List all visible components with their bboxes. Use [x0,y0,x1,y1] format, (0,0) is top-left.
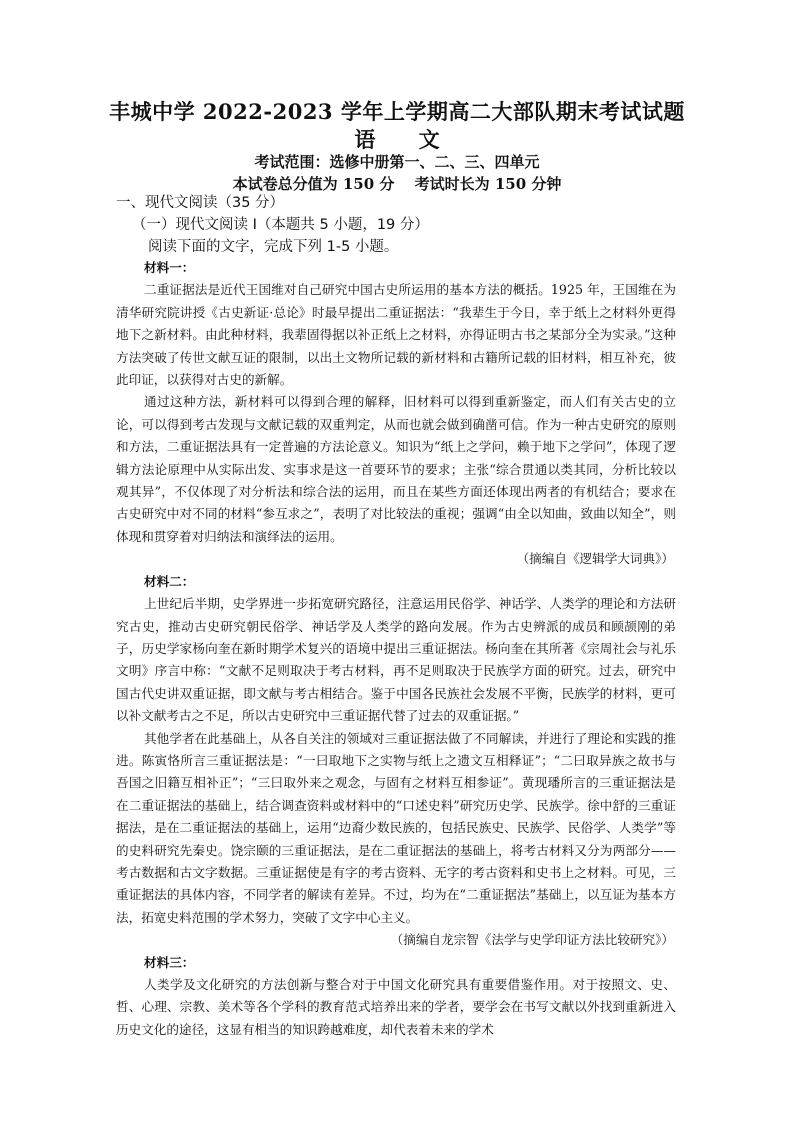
reading-passage [116,257,676,1041]
section-heading: 一、现代文阅读（35 分） [116,195,285,211]
material-3-paragraph: 人类学及文化研究的方法创新与整合对于中国文化研究具有重要借鉴作用。对于按照文、史、哲、心理、宗教、美术等各个学科的教育范式培养出来的学者，要学会在书写文献以外找到重新进入历史文化的途径，这显有相当的知识跨越难度，却代表着未来的学术 [116,977,676,1037]
material-1-label: 材料一： [144,260,195,275]
subsection-heading: （一）现代文阅读 I（本题共 5 小题，19 分） [132,217,429,233]
exam-scope: 考试范围：选修中册第一、二、三、四单元 [254,153,540,171]
reading-instruction: 阅读下面的文字，完成下列 1-5 小题。 [148,239,399,255]
material-2-paragraph: 其他学者在此基础上，从各自关注的领域对三重证据法做了不同解读，并进行了理论和实践的推进。陈寅恪所言三重证据法是：“一曰取地下之实物与纸上之遗文互相释证”；“二曰取异族之故书与吾国之旧籍互相补正”；“三曰取外来之观念，与固有之材料互相参证”。黄现璠所言的三重证据法是在二重证据法的基础上，结合调查资料或材料中的“口述史料”研究历史学、民族学。徐中舒的三重证据法，是在二重证据法的基础上，运用“边裔少数民族的，包括民族史、民族学、民俗学、人类学”等的史料研究先秦史。饶宗颐的三重证据法，是在二重证据法的基础上，将考古材料又分为两部分——考古数据和古文字数据。三重证据使是有字的考古资料、无字的考古资料和史书上之材料。可见，三重证据法的具体内容，不同学者的解读有差异。不过，均为在“二重证据法”基础上，以互证为基本方法，拓宽史料范围的学术努力，突破了文字中心主义。 [116,730,676,925]
material-2-source: （摘编自龙宗智《法学与史学印证方法比较研究》） [390,932,674,948]
material-1-paragraph: 通过这种方法，新材料可以得到合理的解释，旧材料可以得到重新鉴定，而人们有关古史的立论，可以得到考古发现与文献记载的双重判定，从而也就会做到确凿可信。作为一种古史研究的原则和方法，二重证据法具有一定普遍的方法论意义。知识为“纸上之学问，赖于地下之学问”，体现了逻辑方法论原理中从实际出发、实事求是这一首要环节的要求；主张“综合贯通以类其同，分析比较以观其异”，不仅体现了对分析法和综合法的运用，而且在某些方面还体现出两者的有机结合；要求在古史研究中对不同的材料“参互求之”，表明了对比较法的重视；强调“由全以知曲，致曲以知全”，则体现和贯穿着对归纳法和演绎法的运用。 [116,394,676,544]
subject-title: 语 文 [354,127,458,152]
score-and-time: 本试卷总分值为 150 分 考试时长为 150 分钟 [232,175,562,193]
material-2-paragraph: 上世纪后半期，史学界进一步拓宽研究路径，注意运用民俗学、神话学、人类学的理论和方法研究古史，推动古史研究朝民俗学、神话学及人类学的路向发展。作为古史辨派的成员和顾颉刚的弟子，历史学家杨向奎在新时期学术复兴的语境中提出三重证据法。杨向奎在其所著《宗周社会与礼乐文明》序言中称：“文献不足则取决于考古材料，再不足则取决于民族学方面的研究。过去，研究中国古代史讲双重证据，即文献与考古相结合。鉴于中国各民族社会发展不平衡，民族学的材料，更可以补文献考古之不足，所以古史研究中三重证据代替了过去的双重证据。” [116,596,676,724]
material-1-paragraph: 二重证据法是近代王国维对自己研究中国古史所运用的基本方法的概括。1925 年，王国维在为清华研究院讲授《古史新证·总论》时最早提出二重证据法：“我辈生于今日，幸于纸上之材料外更得地下之新材料。由此种材料，我辈固得据以补正纸上之材料，亦得证明古书之某部分全为实录。”这种方法突破了传世文献互证的限制，以出土文物所记载的新材料和古籍所记载的旧材料，相互补充，彼此印证，以获得对古史的新解。 [116,282,676,388]
material-3-label: 材料三： [144,954,195,970]
material-2-label: 材料二： [144,573,195,589]
exam-title: 丰城中学 2022-2023 学年上学期高二大部队期末考试试题 [109,99,685,124]
material-1-source: （摘编自《逻辑学大词典》） [516,551,674,567]
